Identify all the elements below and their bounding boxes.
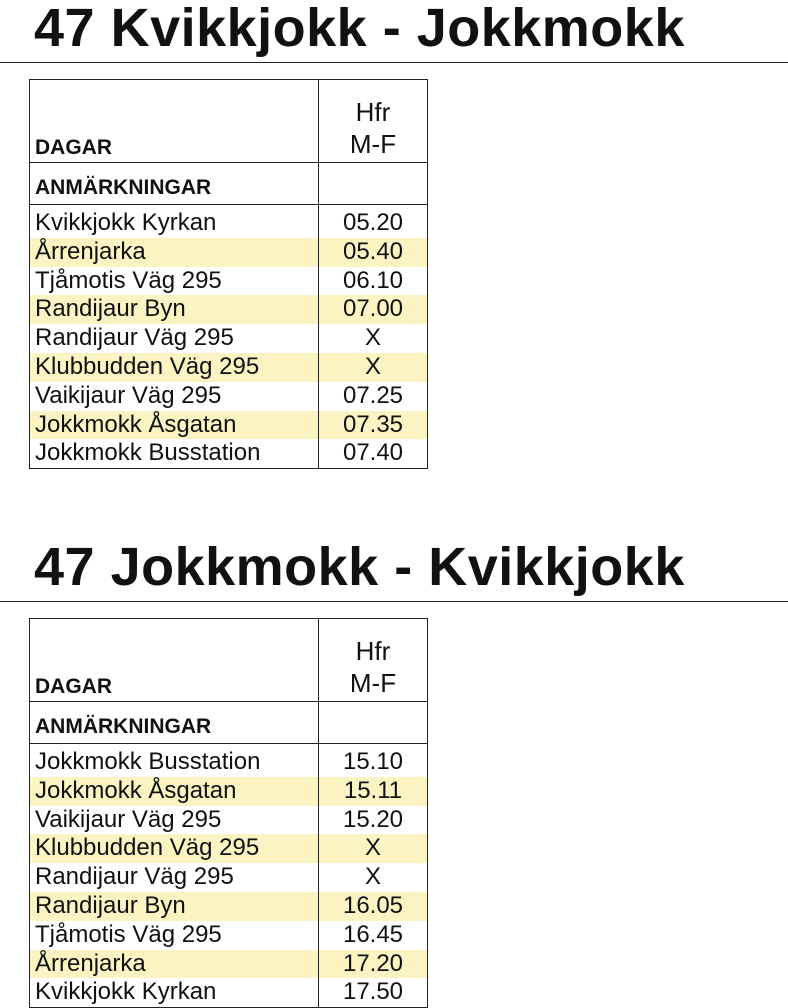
- remarks-cell: [319, 702, 428, 744]
- remarks-row: [30, 702, 428, 744]
- days-label: DAGAR: [30, 80, 319, 163]
- remarks-label: ANMÄRKNINGAR: [30, 163, 319, 205]
- stop-name: Kvikkjokk Kyrkan: [35, 978, 217, 1006]
- remarks-label: ANMÄRKNINGAR: [30, 702, 319, 744]
- stop-name: Årrenjarka: [30, 238, 318, 267]
- stops-block: [30, 205, 428, 469]
- stop-name: Kvikkjokk Kyrkan: [35, 209, 217, 236]
- stop-name: Randijaur Byn: [30, 295, 318, 324]
- departure-time: 16.45: [342, 920, 404, 948]
- header-row: [30, 619, 428, 702]
- departure-time: 07.25: [342, 381, 404, 409]
- stop-times-cell: [319, 744, 428, 1008]
- column-header: [319, 619, 428, 702]
- departure-time: X: [319, 353, 427, 382]
- column-header-line: Hfr: [355, 97, 391, 127]
- departure-time: 16.05: [319, 892, 427, 921]
- departure-time: 17.50: [342, 978, 404, 1006]
- column-header-line: M-F: [349, 129, 397, 159]
- departure-time: 07.00: [319, 295, 427, 324]
- title-divider: [0, 601, 788, 602]
- remarks-cell: [319, 163, 428, 205]
- title-divider: [0, 62, 788, 63]
- timetable-outbound: [29, 79, 428, 469]
- departure-time: 06.10: [342, 266, 404, 294]
- route-title: 47 Jokkmokk - Kvikkjokk: [34, 537, 685, 597]
- days-label: DAGAR: [30, 619, 319, 702]
- departure-time: 07.40: [342, 439, 404, 467]
- column-header-line: Hfr: [355, 636, 391, 666]
- stop-name: Vaikijaur Väg 295: [35, 381, 222, 409]
- header-row: [30, 80, 428, 163]
- stop-name: Randijaur Väg 295: [35, 863, 234, 891]
- departure-time: 15.11: [319, 777, 427, 806]
- timetable-return: [29, 618, 428, 1008]
- route-title: 47 Kvikkjokk - Jokkmokk: [34, 0, 685, 58]
- stop-name: Jokkmokk Åsgatan: [30, 411, 318, 440]
- departure-time: 05.20: [342, 209, 404, 236]
- stop-times-cell: [319, 205, 428, 469]
- column-header-line: M-F: [349, 668, 397, 698]
- stop-name: Jokkmokk Busstation: [35, 439, 261, 467]
- stop-names-cell: [30, 205, 319, 469]
- departure-time: X: [364, 324, 381, 352]
- stop-name: Vaikijaur Väg 295: [35, 805, 222, 833]
- departure-time: 05.40: [319, 238, 427, 267]
- column-header: [319, 80, 428, 163]
- stop-name: Årrenjarka: [30, 950, 318, 979]
- stop-name: Randijaur Byn: [30, 892, 318, 921]
- remarks-row: [30, 163, 428, 205]
- stop-name: Randijaur Väg 295: [35, 324, 234, 352]
- stop-name: Klubbudden Väg 295: [30, 834, 318, 863]
- departure-time: 17.20: [319, 950, 427, 979]
- stop-name: Jokkmokk Åsgatan: [30, 777, 318, 806]
- stop-name: Tjåmotis Väg 295: [35, 266, 222, 294]
- departure-time: 15.20: [342, 805, 404, 833]
- stop-names-cell: [30, 744, 319, 1008]
- departure-time: 15.10: [342, 748, 404, 775]
- stop-name: Tjåmotis Väg 295: [35, 920, 222, 948]
- stops-block: [30, 744, 428, 1008]
- departure-time: X: [319, 834, 427, 863]
- stop-name: Jokkmokk Busstation: [35, 748, 261, 775]
- departure-time: X: [364, 863, 381, 891]
- stop-name: Klubbudden Väg 295: [30, 353, 318, 382]
- departure-time: 07.35: [319, 411, 427, 440]
